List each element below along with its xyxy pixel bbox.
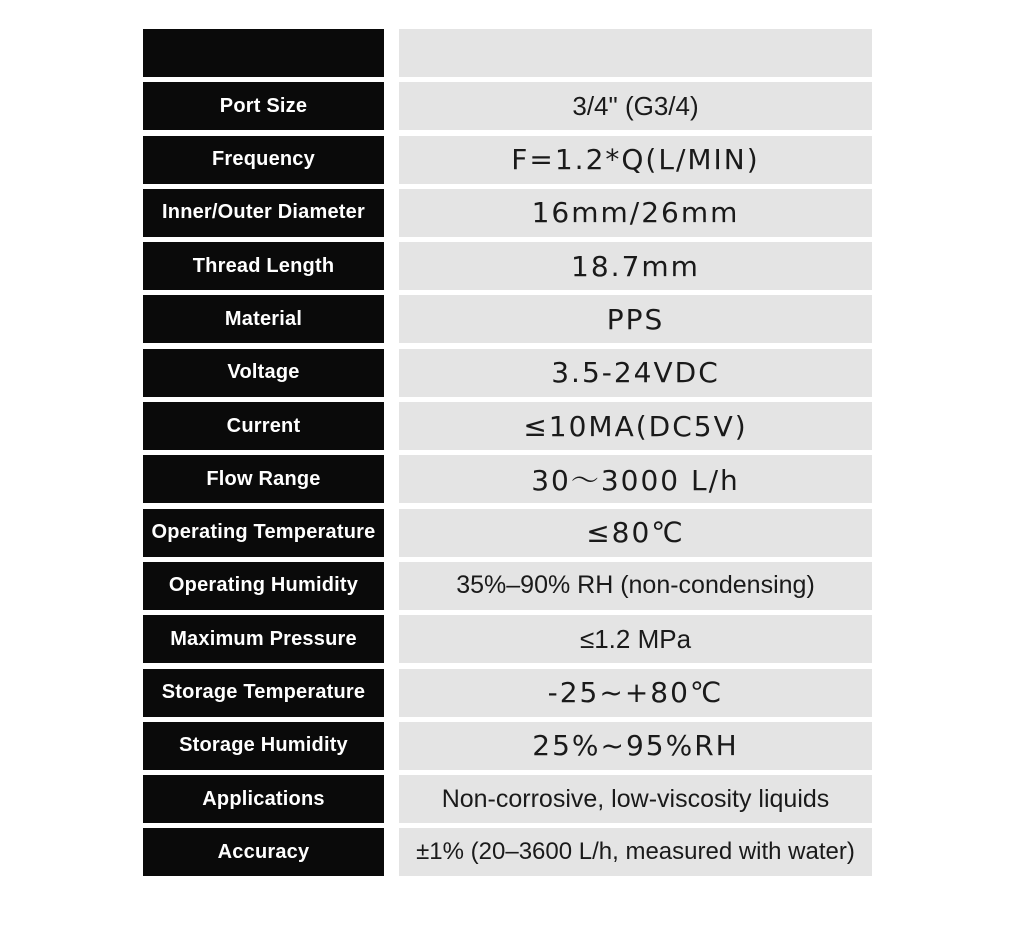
row-value: F=1.2*Q(L/MIN) (399, 136, 872, 184)
row-value: ≤10MA(DC5V) (399, 402, 872, 450)
table-row (143, 722, 872, 770)
table-row (143, 669, 872, 717)
row-label: Frequency (143, 136, 384, 184)
table-row (143, 562, 872, 610)
row-label: Accuracy (143, 828, 384, 876)
row-label: Storage Humidity (143, 722, 384, 770)
row-value: ≤80℃ (399, 509, 872, 557)
table-row (143, 349, 872, 397)
row-value: 25%~95%RH (399, 722, 872, 770)
row-label: Thread Length (143, 242, 384, 290)
row-label: Applications (143, 775, 384, 823)
table-row (143, 242, 872, 290)
table-row (143, 295, 872, 343)
table-row (143, 455, 872, 503)
row-value: -25~+80℃ (399, 669, 872, 717)
table-row (143, 189, 872, 237)
row-value: 18.7mm (399, 242, 872, 290)
table-row (143, 402, 872, 450)
row-value: ≤1.2 MPa (399, 615, 872, 663)
table-header-value (399, 29, 872, 77)
table-header-label (143, 29, 384, 77)
table-row (143, 775, 872, 823)
row-label: Flow Range (143, 455, 384, 503)
table-header-row (143, 29, 872, 77)
row-value: 16mm/26mm (399, 189, 872, 237)
row-value: PPS (399, 295, 872, 343)
row-label: Current (143, 402, 384, 450)
row-label: Material (143, 295, 384, 343)
row-value: 3/4" (G3/4) (399, 82, 872, 130)
table-row (143, 82, 872, 130)
table-row (143, 136, 872, 184)
table-row (143, 615, 872, 663)
row-value: 30～3000 L/h (399, 455, 872, 503)
row-label: Voltage (143, 349, 384, 397)
table-row (143, 509, 872, 557)
row-label: Port Size (143, 82, 384, 130)
spec-table (143, 29, 872, 882)
row-value: 35%–90% RH (non-condensing) (399, 562, 872, 610)
row-label: Operating Humidity (143, 562, 384, 610)
table-row (143, 828, 872, 876)
row-label: Maximum Pressure (143, 615, 384, 663)
row-value: Non-corrosive, low-viscosity liquids (399, 775, 872, 823)
row-value: 3.5-24VDC (399, 349, 872, 397)
row-label: Inner/Outer Diameter (143, 189, 384, 237)
row-label: Storage Temperature (143, 669, 384, 717)
row-value: ±1% (20–3600 L/h, measured with water) (399, 828, 872, 876)
row-label: Operating Temperature (143, 509, 384, 557)
